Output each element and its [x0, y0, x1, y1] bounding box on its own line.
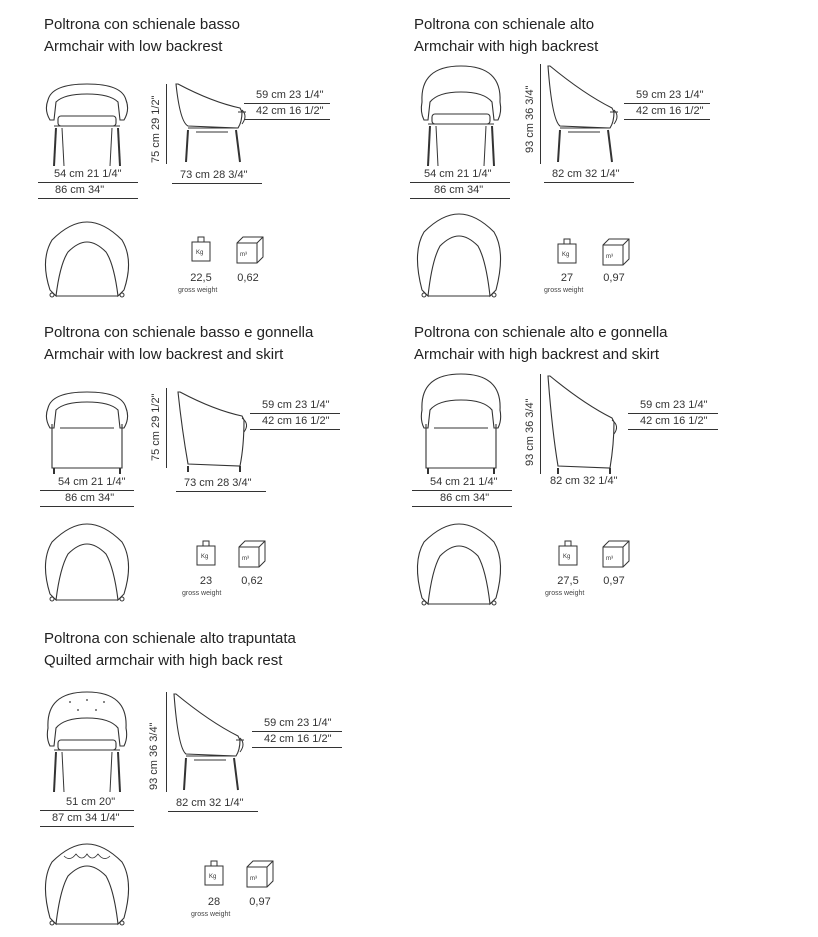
product-title-it: Poltrona con schienale alto trapuntata	[44, 630, 296, 647]
depth-dim: 82 cm 32 1/4"	[176, 797, 244, 809]
seat-depth-dim: 42 cm 16 1/2"	[256, 105, 324, 117]
total-width-dim: 87 cm 34 1/4"	[52, 812, 120, 824]
depth-dim: 73 cm 28 3/4"	[184, 477, 252, 489]
seat-height-dim: 59 cm 23 1/4"	[264, 717, 332, 729]
height-dim: 93 cm 36 3/4"	[148, 722, 160, 790]
volume-value: 0,97	[603, 575, 625, 587]
svg-text:Kg: Kg	[562, 252, 570, 258]
top-view-drawing	[412, 522, 507, 610]
gross-weight-label: gross weight	[191, 911, 231, 918]
volume-icon	[602, 238, 630, 266]
front-view-drawing	[40, 80, 135, 170]
volume-icon	[246, 860, 274, 888]
height-dim: 75 cm 29 1/2"	[150, 95, 162, 163]
front-view-drawing	[40, 688, 135, 794]
product-block-low-backrest-skirt	[0, 318, 400, 618]
volume-value: 0,97	[249, 896, 271, 908]
total-width-dim: 86 cm 34"	[65, 492, 115, 504]
depth-dim: 73 cm 28 3/4"	[180, 169, 248, 181]
product-title-en: Quilted armchair with high back rest	[44, 652, 283, 669]
front-width-dim: 54 cm 21 1/4"	[54, 168, 122, 180]
side-view-drawing	[172, 82, 252, 164]
product-title-it: Poltrona con schienale basso	[44, 16, 240, 33]
product-block-high-backrest	[372, 0, 812, 310]
seat-height-dim: 59 cm 23 1/4"	[636, 89, 704, 101]
front-view-drawing	[414, 62, 509, 168]
top-view-drawing	[40, 522, 135, 606]
volume-value: 0,62	[237, 272, 259, 284]
svg-text:m³: m³	[606, 556, 613, 562]
seat-depth-dim: 42 cm 16 1/2"	[264, 733, 332, 745]
weight-icon	[557, 540, 579, 566]
height-dim: 75 cm 29 1/2"	[150, 393, 162, 461]
total-width-dim: 86 cm 34"	[440, 492, 490, 504]
total-width-dim: 86 cm 34"	[55, 184, 105, 196]
svg-text:Kg: Kg	[201, 554, 209, 560]
depth-dim: 82 cm 32 1/4"	[550, 475, 618, 487]
weight-icon	[190, 236, 212, 262]
svg-text:m³: m³	[606, 254, 613, 260]
svg-text:Kg: Kg	[563, 554, 571, 560]
weight-value: 22,5	[190, 272, 212, 284]
weight-value: 23	[199, 575, 213, 587]
volume-icon	[238, 540, 266, 568]
weight-value: 27,5	[557, 575, 579, 587]
volume-icon	[602, 540, 630, 568]
seat-depth-dim: 42 cm 16 1/2"	[262, 415, 330, 427]
front-view-drawing	[414, 370, 509, 478]
seat-height-dim: 59 cm 23 1/4"	[262, 399, 330, 411]
product-block-quilted-high-backrest	[0, 620, 400, 937]
product-block-low-backrest	[0, 0, 400, 310]
front-width-dim: 54 cm 21 1/4"	[430, 476, 498, 488]
weight-value: 27	[560, 272, 574, 284]
product-title-it: Poltrona con schienale alto e gonnella	[414, 324, 668, 341]
weight-value: 28	[207, 896, 221, 908]
gross-weight-label: gross weight	[178, 287, 218, 294]
product-title-it: Poltrona con schienale basso e gonnella	[44, 324, 314, 341]
product-title-it: Poltrona con schienale alto	[414, 16, 595, 33]
height-dim: 93 cm 36 3/4"	[524, 85, 536, 153]
gross-weight-label: gross weight	[182, 590, 222, 597]
svg-text:m³: m³	[242, 556, 249, 562]
product-title-en: Armchair with high backrest	[414, 38, 599, 55]
gross-weight-label: gross weight	[544, 287, 584, 294]
seat-depth-dim: 42 cm 16 1/2"	[640, 415, 708, 427]
volume-icon	[236, 236, 264, 264]
weight-icon	[203, 860, 225, 886]
gross-weight-label: gross weight	[545, 590, 585, 597]
seat-depth-dim: 42 cm 16 1/2"	[636, 105, 704, 117]
volume-value: 0,62	[241, 575, 263, 587]
side-view-drawing	[544, 374, 628, 474]
volume-value: 0,97	[603, 272, 625, 284]
product-title-en: Armchair with high backrest and skirt	[414, 346, 660, 363]
weight-icon	[195, 540, 217, 566]
top-view-drawing	[40, 842, 135, 930]
svg-text:m³: m³	[250, 876, 257, 882]
front-width-dim: 51 cm 20"	[66, 796, 116, 808]
product-title-en: Armchair with low backrest	[44, 38, 223, 55]
top-view-drawing	[40, 220, 135, 302]
product-block-high-backrest-skirt	[372, 318, 812, 618]
side-view-drawing	[170, 692, 254, 792]
total-width-dim: 86 cm 34"	[434, 184, 484, 196]
svg-text:m³: m³	[240, 252, 247, 258]
side-view-drawing	[174, 390, 254, 472]
product-title-en: Armchair with low backrest and skirt	[44, 346, 284, 363]
svg-text:Kg: Kg	[209, 874, 217, 880]
seat-height-dim: 59 cm 23 1/4"	[256, 89, 324, 101]
depth-dim: 82 cm 32 1/4"	[552, 168, 620, 180]
height-dim: 93 cm 36 3/4"	[524, 398, 536, 466]
front-view-drawing	[40, 388, 135, 478]
top-view-drawing	[412, 212, 507, 302]
weight-icon	[556, 238, 578, 264]
svg-text:Kg: Kg	[196, 250, 204, 256]
front-width-dim: 54 cm 21 1/4"	[424, 168, 492, 180]
front-width-dim: 54 cm 21 1/4"	[58, 476, 126, 488]
side-view-drawing	[544, 64, 628, 164]
seat-height-dim: 59 cm 23 1/4"	[640, 399, 708, 411]
